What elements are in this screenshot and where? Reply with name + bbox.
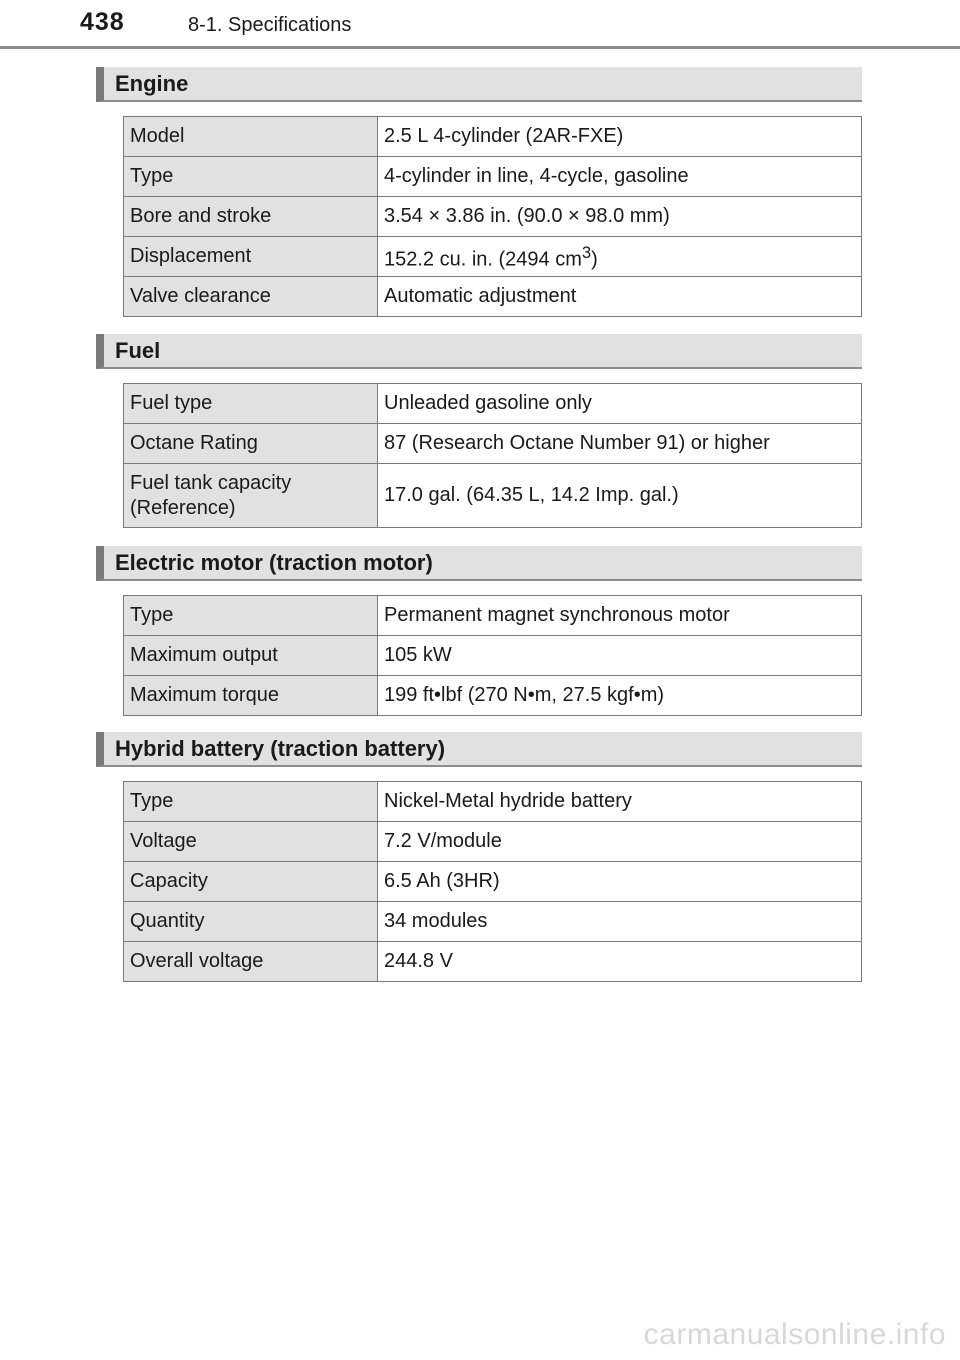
table-row xyxy=(124,464,862,528)
spec-value: 3.54 × 3.86 in. (90.0 × 98.0 mm) xyxy=(378,197,862,237)
table-row xyxy=(124,676,862,716)
watermark: carmanualsonline.info xyxy=(643,1318,946,1351)
spec-label xyxy=(124,464,378,528)
section-heading-fuel: Fuel xyxy=(96,334,862,369)
section-label: 8-1. Specifications xyxy=(188,14,352,36)
spec-label: Valve clearance xyxy=(124,277,378,317)
section-fuel xyxy=(96,334,862,528)
spec-label: Overall voltage xyxy=(124,942,378,982)
spec-value: 7.2 V/module xyxy=(378,822,862,862)
section-engine xyxy=(96,67,862,317)
engine-spec-table xyxy=(123,116,862,317)
table-row xyxy=(124,237,862,277)
table-row xyxy=(124,157,862,197)
table-row xyxy=(124,197,862,237)
table-row xyxy=(124,596,862,636)
table-row xyxy=(124,636,862,676)
spec-value: 87 (Research Octane Number 91) or higher xyxy=(378,424,862,464)
spec-label: Fuel type xyxy=(124,384,378,424)
spec-label: Voltage xyxy=(124,822,378,862)
table-row xyxy=(124,942,862,982)
spec-value-text: 152.2 cu. in. (2494 cm xyxy=(384,248,582,271)
spec-label: Maximum torque xyxy=(124,676,378,716)
table-row xyxy=(124,902,862,942)
spec-value: 6.5 Ah (3HR) xyxy=(378,862,862,902)
table-row xyxy=(124,384,862,424)
hybrid-battery-spec-table xyxy=(123,781,862,982)
page-header xyxy=(0,0,960,50)
spec-value: 2.5 L 4-cylinder (2AR-FXE) xyxy=(378,117,862,157)
spec-label: Octane Rating xyxy=(124,424,378,464)
table-row xyxy=(124,117,862,157)
section-heading-engine: Engine xyxy=(96,67,862,102)
section-electric-motor xyxy=(96,546,862,716)
spec-label: Type xyxy=(124,157,378,197)
spec-label: Bore and stroke xyxy=(124,197,378,237)
section-heading-hybrid-battery: Hybrid battery (traction battery) xyxy=(96,732,862,767)
spec-value: 244.8 V xyxy=(378,942,862,982)
spec-label: Quantity xyxy=(124,902,378,942)
table-row xyxy=(124,277,862,317)
table-row xyxy=(124,782,862,822)
spec-value: 105 kW xyxy=(378,636,862,676)
spec-label: Maximum output xyxy=(124,636,378,676)
spec-value: Unleaded gasoline only xyxy=(378,384,862,424)
section-heading-electric-motor: Electric motor (traction motor) xyxy=(96,546,862,581)
spec-label: Displacement xyxy=(124,237,378,277)
spec-value: Automatic adjustment xyxy=(378,277,862,317)
table-row xyxy=(124,424,862,464)
spec-label: Model xyxy=(124,117,378,157)
table-row xyxy=(124,862,862,902)
spec-value: Nickel-Metal hydride battery xyxy=(378,782,862,822)
spec-value: 199 ft•lbf (270 N•m, 27.5 kgf•m) xyxy=(378,676,862,716)
header-rule xyxy=(0,46,960,49)
spec-label: Capacity xyxy=(124,862,378,902)
superscript: 3 xyxy=(581,243,592,263)
spec-value xyxy=(378,237,862,277)
spec-label-line: Fuel tank capacity xyxy=(130,471,292,494)
spec-value: 34 modules xyxy=(378,902,862,942)
spec-label: Type xyxy=(124,596,378,636)
section-hybrid-battery xyxy=(96,732,862,982)
spec-label: Type xyxy=(124,782,378,822)
table-row xyxy=(124,822,862,862)
spec-value: Permanent magnet synchronous motor xyxy=(378,596,862,636)
spec-label-line: (Reference) xyxy=(130,496,236,519)
spec-value: 4-cylinder in line, 4-cycle, gasoline xyxy=(378,157,862,197)
fuel-spec-table xyxy=(123,383,862,528)
page-number: 438 xyxy=(80,8,125,36)
electric-motor-spec-table xyxy=(123,595,862,716)
spec-value: 17.0 gal. (64.35 L, 14.2 Imp. gal.) xyxy=(378,464,862,528)
spec-value-text: ) xyxy=(591,248,598,271)
